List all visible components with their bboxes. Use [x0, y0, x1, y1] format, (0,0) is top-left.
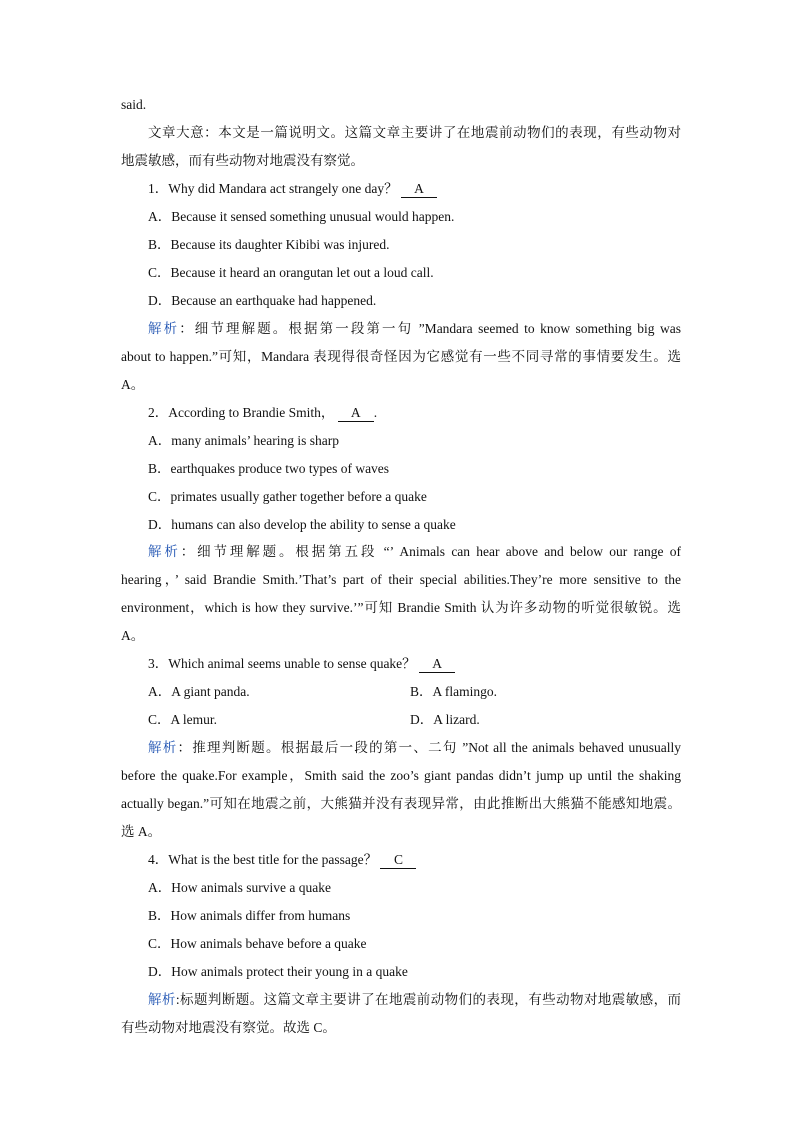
q3-analysis-line-3: actually began.”可知在地震之前，大熊猫并没有表现异常，由此推断出大熊猫不能感知地震。: [121, 796, 681, 811]
analysis-label: 解析: [148, 740, 178, 755]
q4-option-b: B．How animals differ from humans: [148, 908, 351, 923]
q1-option-c: C．Because it heard an orangutan let out a loud call.: [148, 265, 434, 280]
q3-option-b: B．A flamingo.: [410, 684, 497, 699]
question-stem-text: 2．According to Brandie Smith，: [148, 405, 335, 420]
q1-analysis-line-3: A。: [121, 377, 145, 392]
answer-blank: C: [380, 852, 416, 869]
question-1-stem: [148, 179, 708, 199]
q2-analysis-line-4: A。: [121, 628, 145, 643]
q3-analysis-line-1: [148, 738, 681, 758]
analysis-text: ：细节理解题。根据第一段第一句 ”Mandara seemed to know something big was: [179, 321, 681, 336]
q1-option-a: A．Because it sensed something unusual would happen.: [148, 209, 455, 224]
q3-analysis-line-2: before the quake.For example，Smith said the zoo’s giant pandas didn’t jump up until the shaking: [121, 768, 681, 783]
q2-option-b: B．earthquakes produce two types of waves: [148, 461, 390, 476]
summary-line-1: 文章大意：本文是一篇说明文。这篇文章主要讲了在地震前动物们的表现，有些动物对: [148, 125, 681, 140]
q1-option-b: B．Because its daughter Kibibi was injured.: [148, 237, 390, 252]
q2-option-c: C．primates usually gather together before a quake: [148, 489, 427, 504]
analysis-label: 解析: [148, 321, 180, 336]
q4-option-c: C．How animals behave before a quake: [148, 936, 367, 951]
question-3-stem: [148, 654, 708, 674]
q4-option-d: D．How animals protect their young in a quake: [148, 964, 408, 979]
question-stem-text: 4．What is the best title for the passage？: [148, 852, 378, 867]
q1-option-d: D．Because an earthquake had happened.: [148, 293, 377, 308]
q1-analysis-line-2: about to happen.”可知，Mandara 表现得很奇怪因为它感觉有一些不同寻常的事情要发生。选: [121, 349, 681, 364]
analysis-label: 解析: [148, 544, 181, 559]
q3-option-a: A．A giant panda.: [148, 684, 250, 699]
answer-blank: A: [401, 181, 437, 198]
answer-blank: A: [338, 405, 374, 422]
question-stem-text: 3．Which animal seems unable to sense quake？: [148, 656, 416, 671]
q4-analysis-line-2: 有些动物对地震没有察觉。故选 C。: [121, 1020, 336, 1035]
question-stem-text: 1．Why did Mandara act strangely one day？: [148, 181, 398, 196]
stem-end: .: [373, 405, 378, 420]
analysis-label: 解析: [148, 992, 176, 1007]
analysis-text: :标题判断题。这篇文章主要讲了在地震前动物们的表现，有些动物对地震敏感，而: [175, 992, 681, 1007]
analysis-text: ：推理判断题。根据最后一段的第一、二句 ”Not all the animals behaved unusually: [177, 740, 681, 755]
q2-analysis-line-2: hearing，’ said Brandie Smith.’That’s part of their special abilities.They’re more sensitive to the: [121, 572, 681, 587]
q4-option-a: A．How animals survive a quake: [148, 880, 331, 895]
q3-analysis-line-4: 选 A。: [121, 824, 162, 839]
q4-analysis-line-1: [148, 990, 681, 1010]
q2-option-d: D．humans can also develop the ability to sense a quake: [148, 517, 456, 532]
q2-analysis-line-1: [148, 542, 681, 562]
analysis-text: ：细节理解题。根据第五段 “’ Animals can hear above and below our range of: [180, 544, 681, 559]
question-4-stem: [148, 850, 708, 870]
answer-blank: A: [419, 656, 455, 673]
summary-line-2: 地震敏感，而有些动物对地震没有察觉。: [121, 153, 364, 168]
lead-text: said.: [121, 97, 147, 112]
q1-analysis-line-1: [148, 319, 681, 339]
q3-option-c: C．A lemur.: [148, 712, 218, 727]
q2-analysis-line-3: environment，which is how they survive.’”可知 Brandie Smith 认为许多动物的听觉很敏锐。选: [121, 600, 681, 615]
question-2-stem: [148, 403, 708, 423]
q3-option-d: D．A lizard.: [410, 712, 480, 727]
q2-option-a: A．many animals’ hearing is sharp: [148, 433, 339, 448]
